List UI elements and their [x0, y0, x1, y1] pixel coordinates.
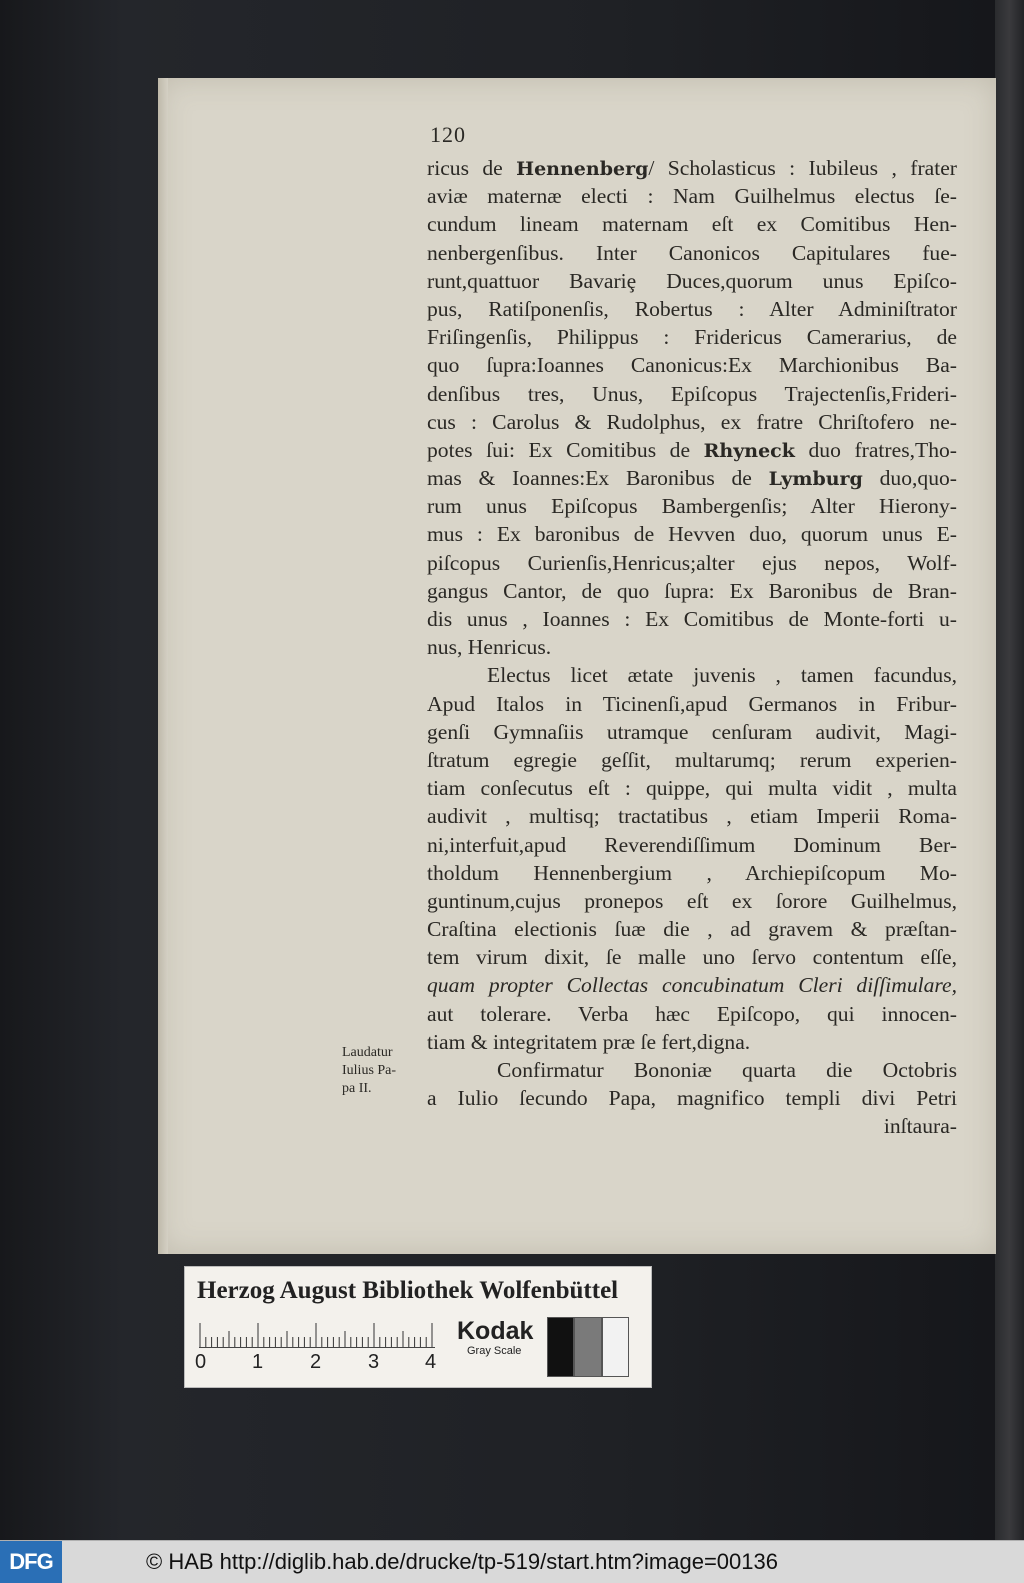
margin-note-line: Iulius Pa-: [342, 1063, 397, 1078]
gothic-name: Hennenberg: [516, 158, 649, 180]
text-line: [427, 464, 957, 492]
text-line-segment: pus, Ratiſponenſis, Robertus : Alter Adminiſtrator: [427, 296, 957, 321]
text-line: [427, 549, 957, 577]
margin-note-line: Laudatur: [342, 1045, 393, 1060]
text-line: [427, 1028, 957, 1056]
text-line-segment: ricus de: [427, 156, 517, 180]
text-line-segment: a Iulio ſecundo Papa, magnifico templi divi Petri: [427, 1086, 957, 1111]
text-line-segment: Electus licet ætate juvenis , tamen facundus,: [487, 663, 957, 688]
text-line: [427, 577, 957, 605]
gothic-name: Rhyneck: [703, 439, 795, 462]
text-line-segment: mas & Ioannes:Ex Baronibus de: [427, 466, 769, 491]
text-line: [427, 943, 957, 971]
text-line: [427, 239, 957, 267]
margin-note: [342, 1044, 422, 1098]
kodak-subtitle: Gray Scale: [467, 1345, 522, 1357]
text-line-segment: dis unus , Ioannes : Ex Comitibus de Monte-forti u-: [427, 607, 957, 631]
text-line-segment: Craſtina electionis ſuæ die , ad gravem & præſtan-: [427, 917, 957, 942]
text-line-segment: quam propter Collectas concubinatum Cleri diſſimulare,: [427, 973, 957, 998]
ruler-number: 1: [252, 1351, 264, 1373]
ruler-number: 0: [195, 1351, 207, 1373]
text-line: [427, 1084, 957, 1112]
text-line-segment: rum unus Epiſcopus Bambergenſis; Alter Hierony-: [427, 494, 957, 519]
text-line-segment: potes ſui: Ex Comitibus de: [427, 437, 704, 462]
text-line-segment: nenbergenſibus. Inter Canonicos Capitulares fue-: [427, 240, 957, 265]
footer-bar: [0, 1540, 1024, 1583]
footer-citation: © HAB http://diglib.hab.de/drucke/tp-519/start.htm?image=00136: [146, 1549, 778, 1574]
text-line-segment: tem virum dixit, ſe malle uno ſervo contentum eſſe,: [427, 945, 957, 970]
text-line-segment: ni,interfuit,apud Reverendiſſimum Dominum Ber-: [427, 832, 957, 857]
text-line: [427, 323, 957, 351]
gray-swatch-dark: [547, 1317, 574, 1377]
text-line: [427, 380, 957, 408]
text-line-segment: guntinum,cujus pronepos eſt ex ſorore Guilhelmus,: [427, 888, 957, 913]
ruler-number: 2: [310, 1351, 322, 1373]
text-line: [427, 774, 957, 802]
text-line-segment: inſtaura-: [883, 1114, 957, 1139]
text-line: [427, 351, 957, 379]
text-line: [427, 802, 957, 830]
target-title: Herzog August Bibliothek Wolfenbüttel: [197, 1277, 619, 1304]
text-line: [427, 154, 957, 182]
text-line-segment: tiam conſecutus eſt : quippe, qui multa vidit , multa: [427, 776, 957, 801]
text-line: [427, 492, 957, 520]
gray-swatch-light: [602, 1317, 629, 1377]
ruler: [199, 1321, 435, 1348]
text-line: [427, 408, 957, 436]
text-line-segment: Confirmatur Bononiæ quarta die Octobris: [497, 1058, 957, 1082]
text-line: [427, 210, 957, 238]
text-line: [427, 267, 957, 295]
gothic-name: Lymburg: [768, 468, 863, 491]
dfg-logo: DFG: [0, 1541, 62, 1583]
gray-swatches: [547, 1317, 629, 1377]
text-line-segment: denſibus tres, Unus, Epiſcopus Trajectenſis,Frideri-: [427, 381, 957, 406]
page-gutter-edge: [158, 78, 168, 1254]
text-line-segment: Apud Italos in Ticinenſi,apud Germanos in Fribur-: [427, 691, 957, 716]
text-line: [427, 915, 957, 943]
text-line: [427, 295, 957, 323]
text-line-segment: cus : Carolus & Rudolphus, ex fratre Chriſtofero ne-: [427, 409, 957, 434]
text-line: [427, 520, 957, 548]
ruler-number: 4: [425, 1351, 437, 1373]
text-line: [427, 718, 957, 746]
margin-note-line: pa II.: [342, 1081, 372, 1096]
cradle-board: [995, 0, 1024, 1540]
text-line: [427, 887, 957, 915]
text-line: [427, 690, 957, 718]
text-line-segment: quo ſupra:Ioannes Canonicus:Ex Marchionibus Ba-: [427, 353, 957, 378]
text-line-segment: tiam & integritatem præ ſe fert,digna.: [427, 1029, 751, 1054]
text-line-segment: duo,quo-: [862, 466, 957, 491]
text-line-segment: aut tolerare. Verba hæc Epiſcopo, qui innocen-: [427, 1001, 957, 1026]
text-line-segment: Friſingenſis, Philippus : Fridericus Camerarius, de: [427, 325, 957, 350]
text-line: [427, 859, 957, 887]
text-line: [427, 1000, 957, 1028]
text-line: [427, 746, 957, 774]
text-line-segment: cundum lineam maternam eſt ex Comitibus Hen-: [427, 212, 957, 237]
text-line: [427, 436, 957, 464]
text-line-segment: runt,quattuor Bavariȩ Duces,quorum unus Epiſco-: [427, 268, 957, 293]
text-line-segment: nus, Henricus.: [427, 635, 552, 660]
text-line-segment: ſtratum egregie geſſit, multarumq; rerum experien-: [427, 747, 957, 772]
gray-swatch-mid: [574, 1317, 601, 1377]
kodak-logo: Kodak: [457, 1317, 534, 1345]
text-line: [427, 661, 957, 689]
text-line: [427, 831, 957, 859]
page-body-text: [427, 154, 957, 1141]
text-line-segment: / Scholasticus : Iubileus , frater: [648, 156, 957, 180]
text-line: [427, 1112, 957, 1140]
text-line-segment: audivit , multisq; tractatibus , etiam Imperii Roma-: [427, 804, 957, 829]
text-line-segment: tholdum Hennenbergium , Archiepiſcopum Mo-: [427, 860, 957, 885]
text-line-segment: mus : Ex baronibus de Hevven duo, quorum unus E-: [427, 522, 957, 547]
text-line-segment: duo fratres,Tho-: [794, 437, 957, 462]
text-line: [427, 605, 957, 633]
text-line: [427, 182, 957, 210]
color-scale-target: [184, 1266, 652, 1388]
text-line-segment: aviæ maternæ electi : Nam Guilhelmus electus ſe-: [427, 184, 957, 209]
text-line-segment: piſcopus Curienſis,Henricus;alter ejus nepos, Wolf-: [427, 550, 957, 575]
ruler-number: 3: [368, 1351, 380, 1373]
text-line: [427, 971, 957, 999]
page-number: 120: [430, 122, 466, 147]
ruler-numbers: [195, 1351, 455, 1375]
text-line-segment: genſi Gymnaſiis utramque cenſuram audivit, Magi-: [427, 719, 957, 744]
text-line-segment: gangus Cantor, de quo ſupra: Ex Baronibus de Bran-: [427, 578, 957, 603]
text-line: [427, 1056, 957, 1084]
ruler-ticks: [199, 1321, 435, 1347]
text-line: [427, 633, 957, 661]
